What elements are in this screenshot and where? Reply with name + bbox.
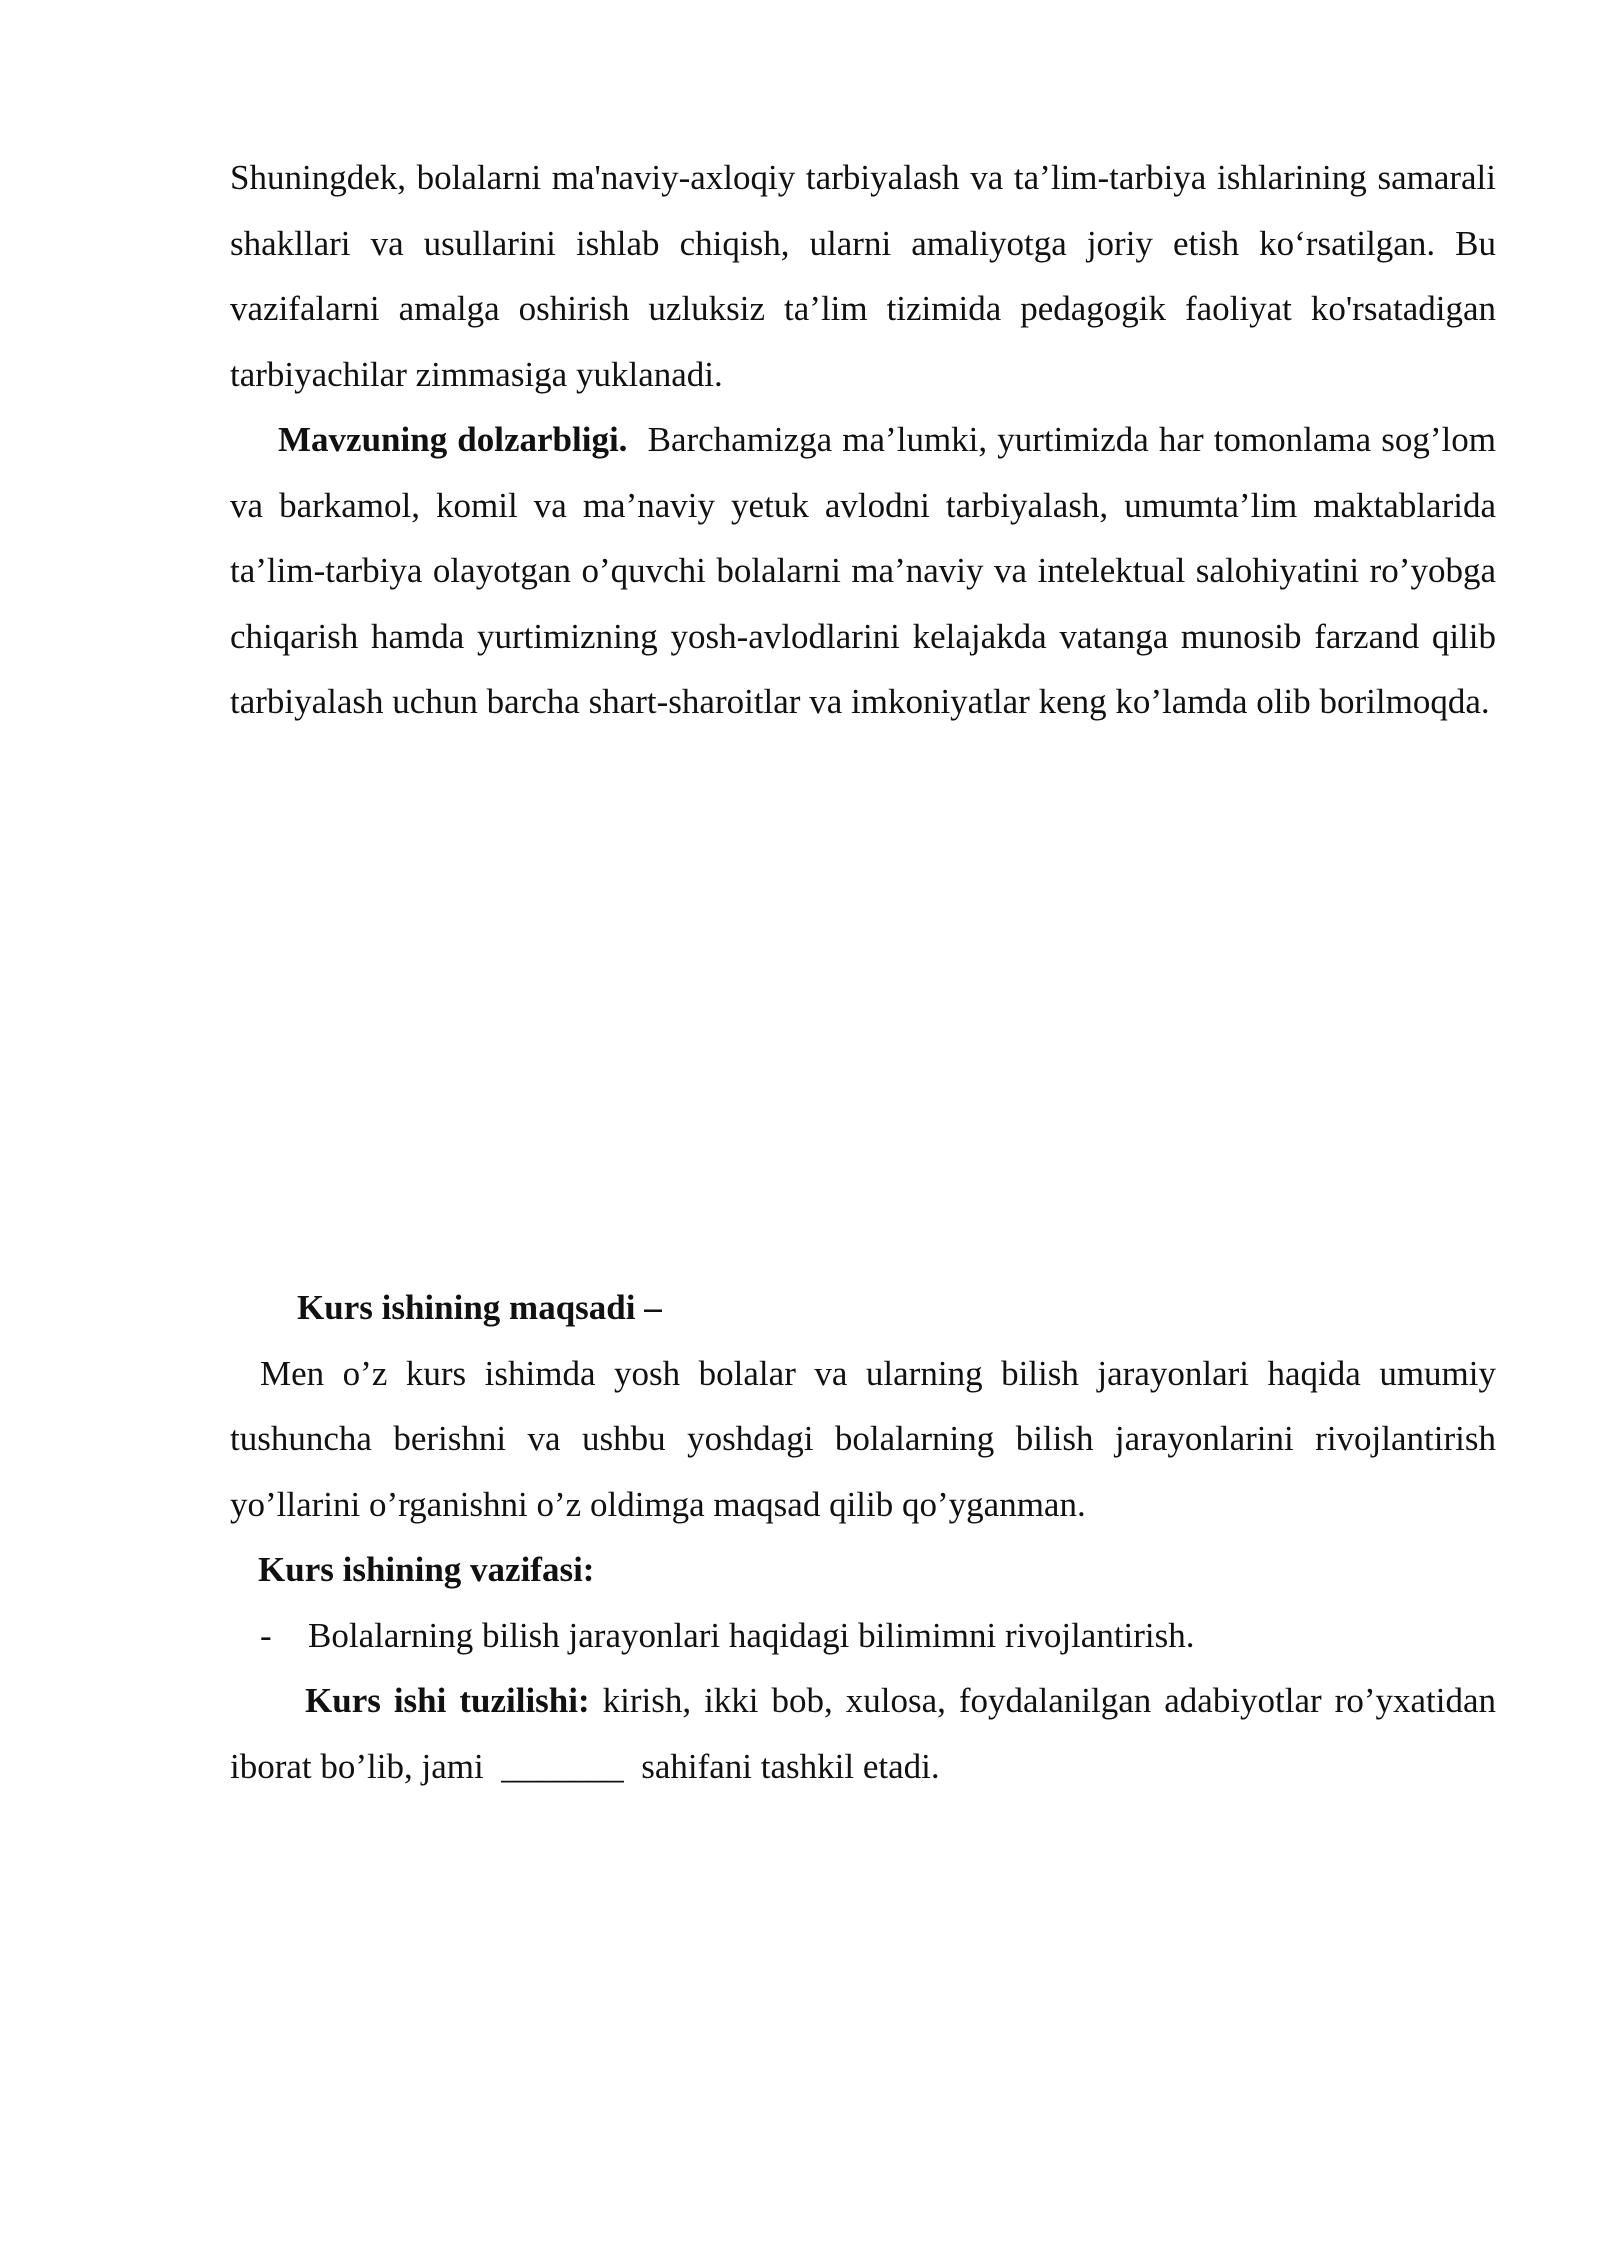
structure-text: kirish, ikki bob, xulosa, foydalanilgan adabiyotlar ro’yxatidan iborat bo’lib, jami [230,1681,1497,1786]
goal-heading: Kurs ishining maqsadi – [297,1288,662,1327]
intro-paragraph: Shuningdek, bolalarni ma'naviy-axloqiy tarbiyalash va ta’lim-tarbiya ishlarining samarali shakllari va usullarini ishlab chiqish, ularni amaliyotga joriy etish ko‘rsatilgan. Bu vazifalarni amalga oshirish uzluksiz ta’lim tizimida pedagogik faoliyat ko'rsatadigan tarbiyachilar zimmasiga yuklanadi. [230,158,1496,394]
list-item [230,1603,1496,1669]
document-page-top [230,145,1496,735]
tasks-heading: Kurs ishining vazifasi: [258,1550,595,1589]
list-marker: - [260,1615,272,1655]
page-count-blank: _______ [501,1746,624,1786]
structure-paragraph [230,1668,1496,1799]
list-item-text: Bolalarning bilish jarayonlari haqidagi bilimimni rivojlantirish. [308,1615,1195,1655]
structure-text-end: sahifani tashkil etadi. [641,1746,940,1786]
structure-heading: Kurs ishi tuzilishi: [305,1681,590,1720]
relevance-text: Barchamizga ma’lumki, yurtimizda har tomonlama sog’lom va barkamol, komil va ma’naviy yetuk avlodni tarbiyalash, umumta’lim maktablarida ta’lim-tarbiya olayotgan o’quvchi bolalarni ma’naviy va intelektual salohiyatini ro’yobga chiqarish hamda yurtimizning yosh-avlodlarini kelajakda vatanga munosib farzand qilib tarbiyalash uchun barcha shart-sharoitlar va imkoniyatlar keng ko’lamda olib borilmoqda. [230,420,1496,721]
relevance-paragraph [230,407,1496,735]
goal-paragraph: Men o’z kurs ishimda yosh bolalar va ularning bilish jarayonlari haqida umumiy tushuncha berishni va ushbu yoshdagi bolalarning bilish jarayonlarini rivojlantirish yo’llarini o’rganishni o’z oldimga maqsad qilib qo’yganman. [230,1353,1496,1524]
relevance-heading: Mavzuning dolzarbligi. [278,420,628,459]
document-page-bottom [230,1275,1496,1799]
